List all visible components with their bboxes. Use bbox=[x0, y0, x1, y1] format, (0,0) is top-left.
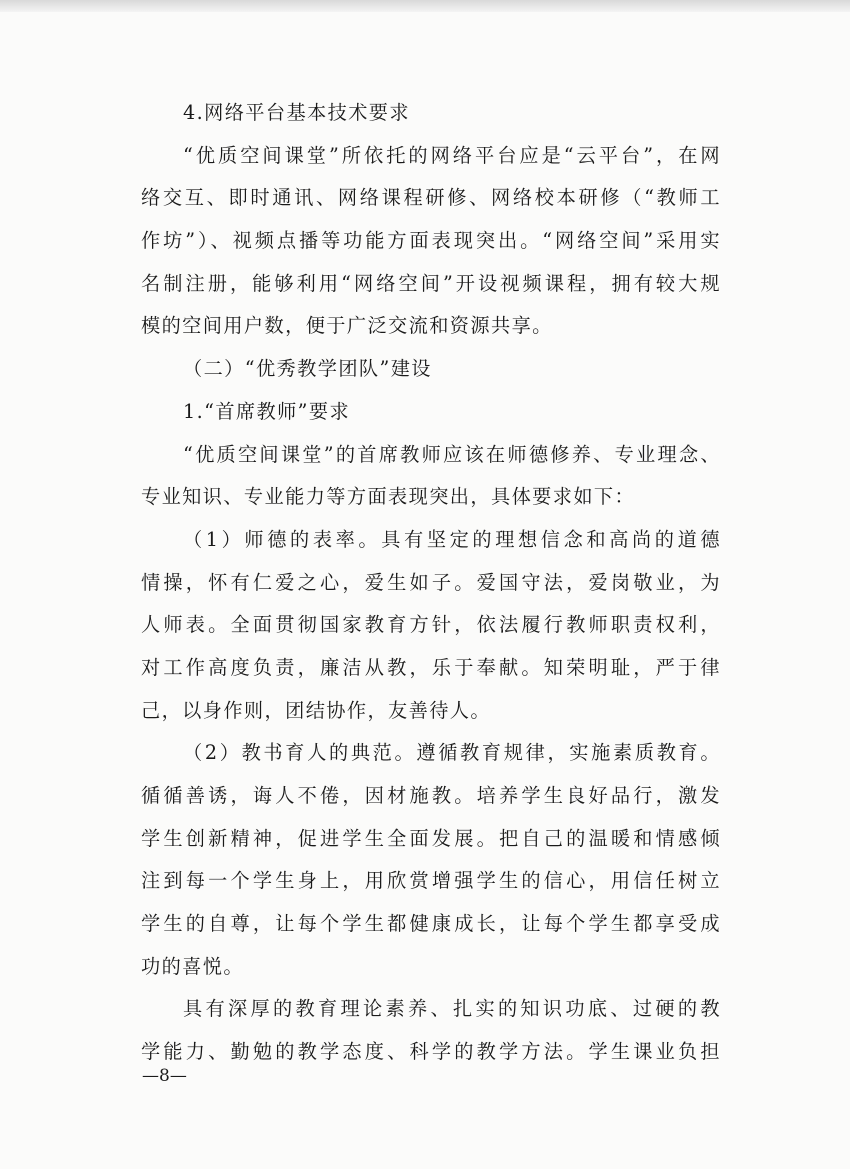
paragraph-line: 学生创新精神，促进学生全面发展。把自己的温暖和情感倾 bbox=[141, 826, 721, 850]
paragraph-line: 己，以身作则，团结协作，友善待人。 bbox=[141, 698, 491, 722]
paragraph-line: “优质空间课堂”所依托的网络平台应是“云平台”，在网 bbox=[183, 143, 721, 167]
section-heading-network-platform: 4.网络平台基本技术要求 bbox=[183, 101, 410, 124]
paragraph-line: 学生的自尊，让每个学生都健康成长，让每个学生都享受成 bbox=[141, 912, 721, 936]
paragraph-line: 功的喜悦。 bbox=[141, 954, 244, 978]
paragraph-line: 作坊”）、视频点播等功能方面表现突出。“网络空间”采用实 bbox=[141, 229, 721, 253]
paragraph-line: （2）教书育人的典范。遵循教育规律，实施素质教育。 bbox=[183, 741, 721, 765]
paragraph-line: （1）师德的表率。具有坚定的理想信念和高尚的道德 bbox=[183, 527, 721, 551]
paragraph-line: 注到每一个学生身上，用欣赏增强学生的信心，用信任树立 bbox=[141, 869, 721, 893]
paragraph-line: 情操，怀有仁爱之心，爱生如子。爱国守法，爱岗敬业，为 bbox=[141, 570, 721, 594]
section-heading-chief-teacher: 1.“首席教师”要求 bbox=[183, 399, 351, 423]
paragraph-line: “优质空间课堂”的首席教师应该在师德修养、专业理念、 bbox=[183, 442, 721, 466]
paragraph-line: 名制注册，能够利用“网络空间”开设视频课程，拥有较大规 bbox=[141, 271, 721, 295]
document-body bbox=[141, 92, 721, 1074]
paragraph-line: 具有深厚的教育理论素养、扎实的知识功底、过硬的教 bbox=[183, 997, 721, 1021]
scan-edge bbox=[0, 0, 850, 12]
paragraph-line: 学能力、勤勉的教学态度、科学的教学方法。学生课业负担 bbox=[141, 1040, 721, 1064]
paragraph-line: 专业知识、专业能力等方面表现突出，具体要求如下： bbox=[141, 485, 636, 509]
paragraph-line: 模的空间用户数，便于广泛交流和资源共享。 bbox=[141, 314, 553, 338]
paragraph-line: 对工作高度负责，廉洁从教，乐于奉献。知荣明耻，严于律 bbox=[141, 655, 721, 679]
section-heading-teaching-team: （二）“优秀教学团队”建设 bbox=[183, 357, 432, 381]
paragraph-line: 人师表。全面贯彻国家教育方针，依法履行教师职责权利， bbox=[141, 613, 721, 637]
paragraph-line: 循循善诱，诲人不倦，因材施教。培养学生良好品行，激发 bbox=[141, 784, 721, 807]
page-number: —8— bbox=[142, 1066, 187, 1086]
paragraph-line: 络交互、即时通讯、网络课程研修、网络校本研修（“教师工 bbox=[141, 186, 721, 210]
